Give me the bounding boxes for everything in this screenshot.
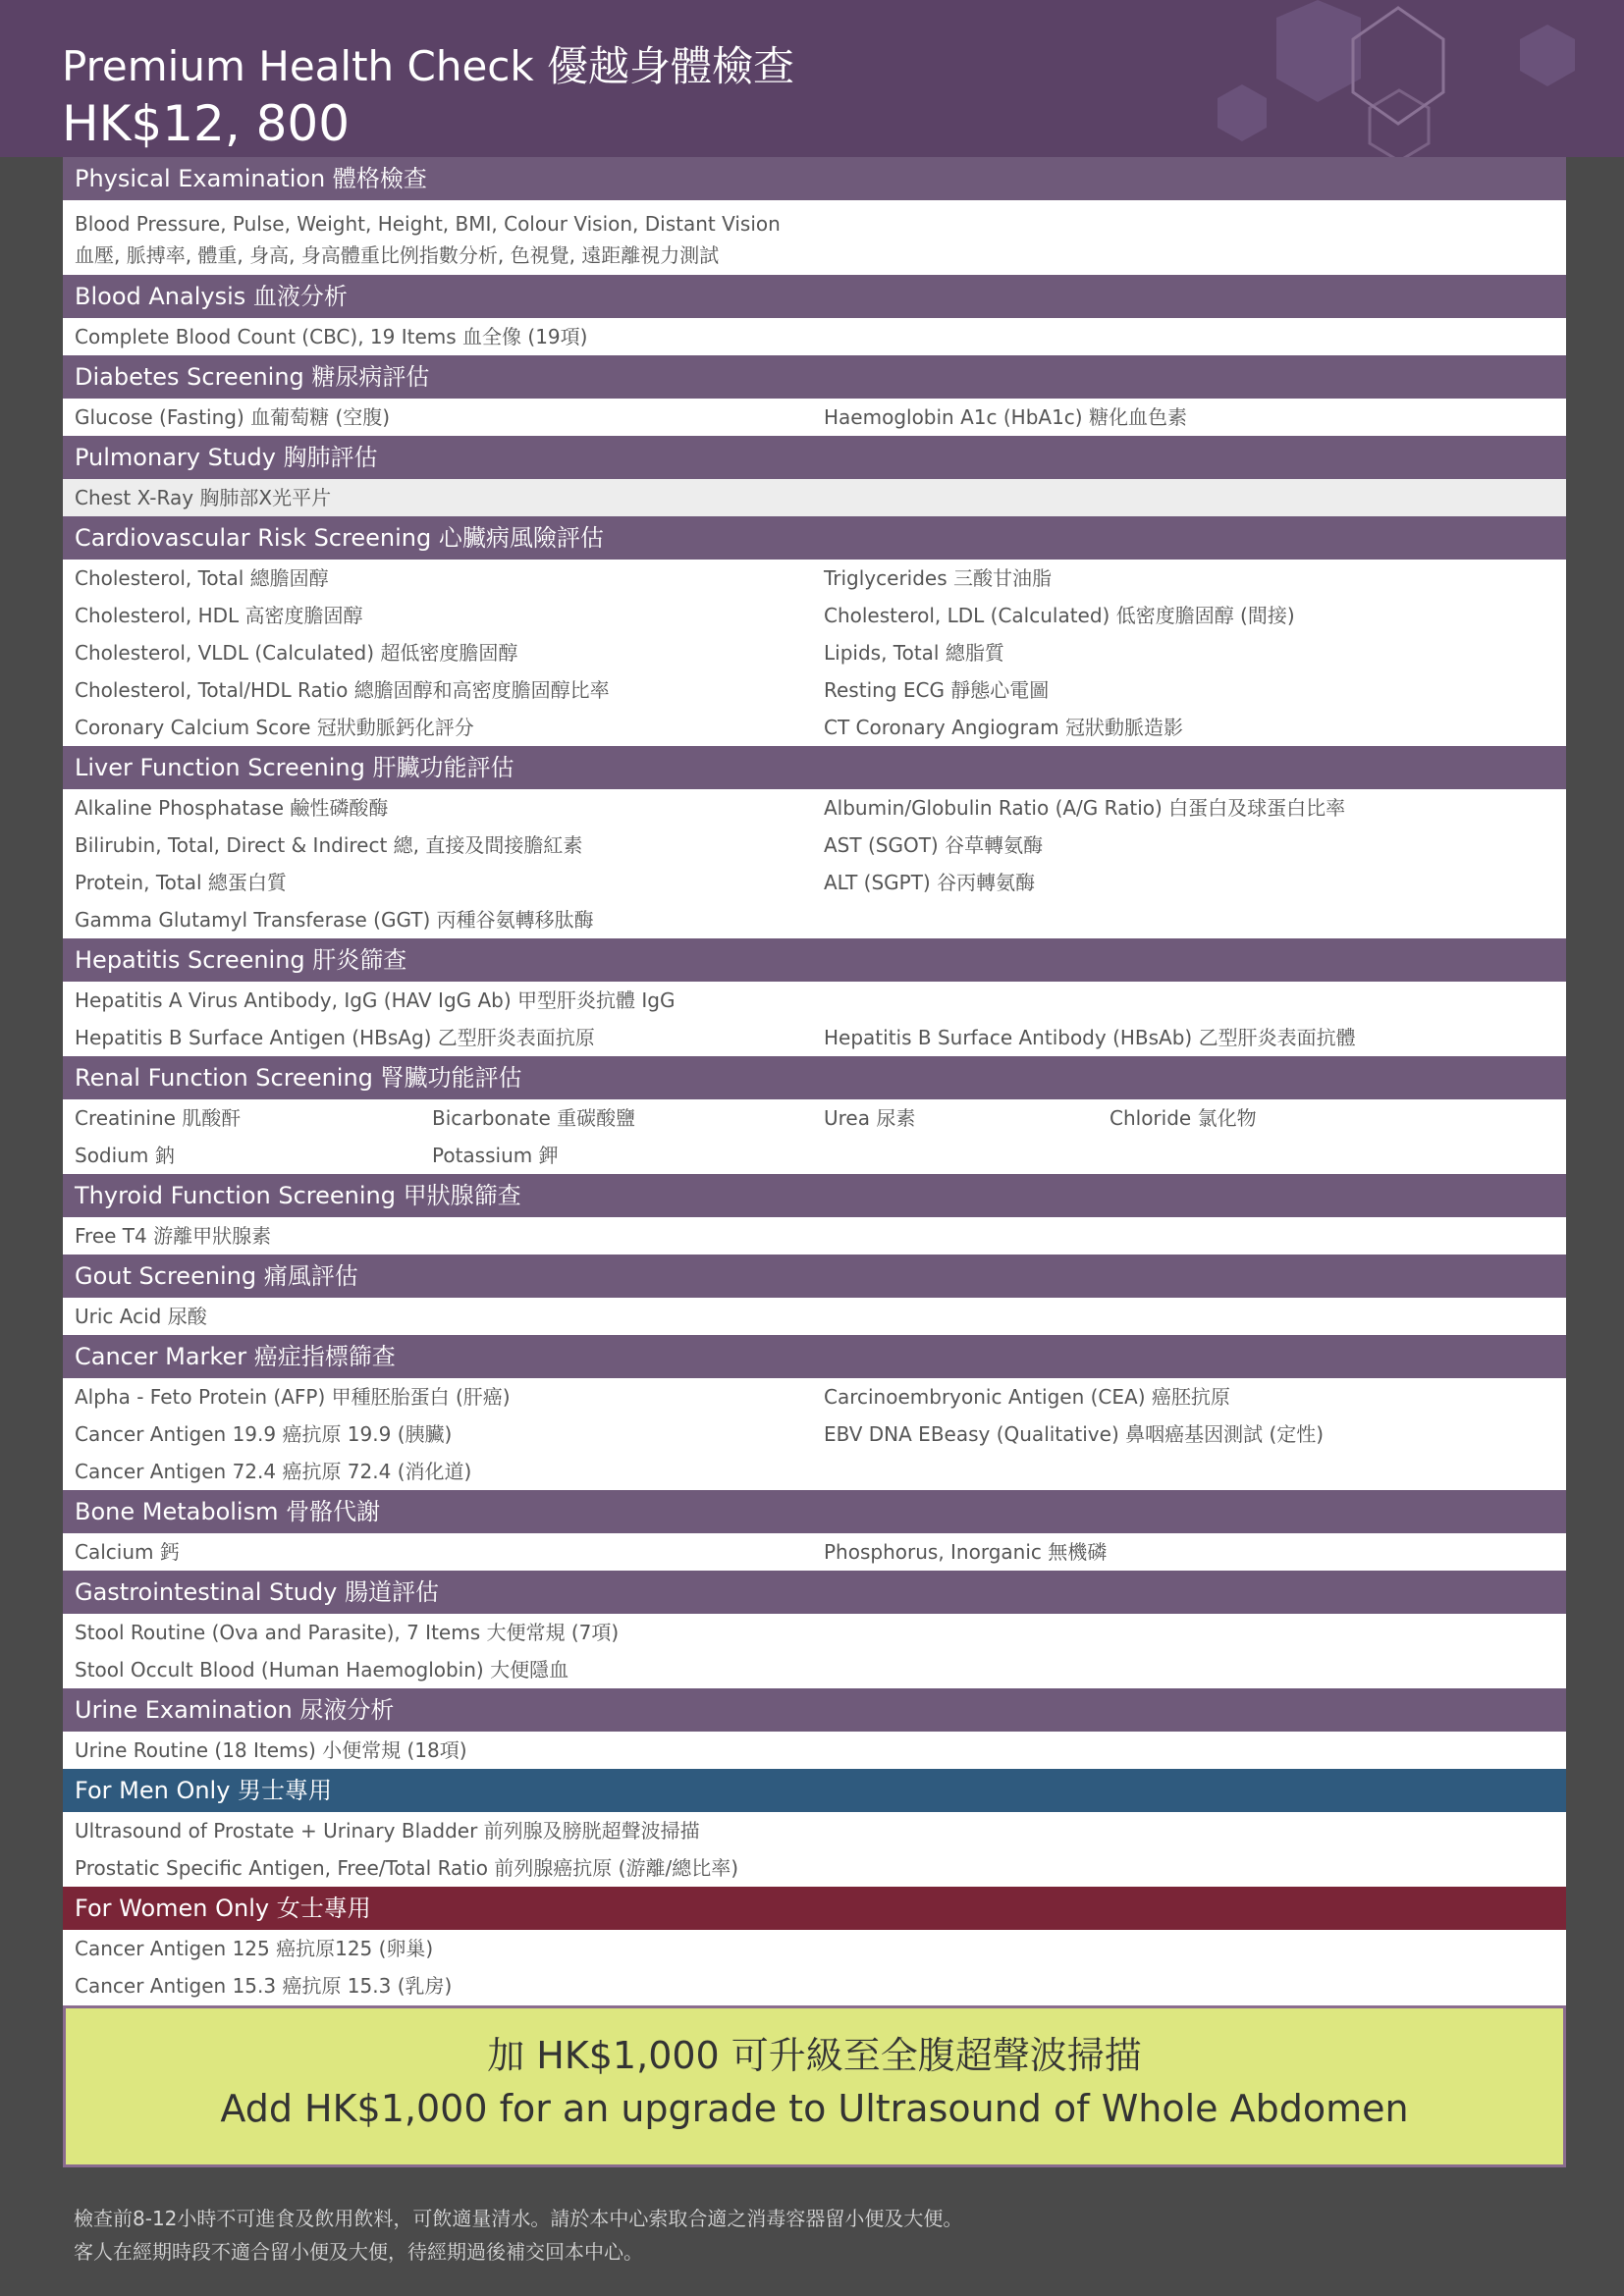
check-items-table <box>63 157 1566 2042</box>
item-text: Cholesterol, LDL (Calculated) 低密度膽固醇 (間接) <box>824 604 1295 627</box>
section-header: Renal Function Screening 腎臟功能評估 <box>63 1056 1566 1099</box>
table-row <box>63 827 1566 864</box>
item-text: Bilirubin, Total, Direct & Indirect 總, 直接及間接膽紅素 <box>75 833 583 857</box>
item-text: Haemoglobin A1c (HbA1c) 糖化血色素 <box>824 405 1187 429</box>
table-row <box>63 1651 1566 1688</box>
section-header: Liver Function Screening 肝臟功能評估 <box>63 746 1566 789</box>
section-header: For Men Only 男士專用 <box>63 1769 1566 1812</box>
section-header: Pulmonary Study 胸肺評估 <box>63 436 1566 479</box>
item-text: Hepatitis B Surface Antigen (HBsAg) 乙型肝炎表面抗原 <box>75 1026 595 1049</box>
table-row <box>63 982 1566 1019</box>
item-text: 血壓, 脈搏率, 體重, 身高, 身高體重比例指數分析, 色視覺, 遠距離視力測試 <box>75 243 720 267</box>
table-row <box>63 709 1566 746</box>
table-row <box>63 1217 1566 1255</box>
section-body <box>63 1378 1566 1490</box>
section-header: Cancer Marker 癌症指標篩查 <box>63 1335 1566 1378</box>
item-text: Creatinine 肌酸酐 <box>75 1106 242 1130</box>
table-row <box>63 1298 1566 1335</box>
table-row <box>63 789 1566 827</box>
table-row <box>63 1732 1566 1769</box>
section-body <box>63 1298 1566 1335</box>
table-row <box>63 1099 1566 1137</box>
package-price: HK$12, 800 <box>62 95 351 152</box>
item-text: Prostatic Specific Antigen, Free/Total Ratio 前列腺癌抗原 (游離/總比率) <box>75 1856 738 1880</box>
item-text: Triglycerides 三酸甘油脂 <box>824 566 1053 590</box>
section-body <box>63 1812 1566 1887</box>
item-text: Chloride 氯化物 <box>1110 1106 1257 1130</box>
item-text: Cancer Antigen 19.9 癌抗原 19.9 (胰臟) <box>75 1422 453 1446</box>
item-text: Hepatitis B Surface Antibody (HBsAb) 乙型肝炎表面抗體 <box>824 1026 1356 1049</box>
section-header: Urine Examination 尿液分析 <box>63 1688 1566 1732</box>
item-text: Urine Routine (18 Items) 小便常規 (18項) <box>75 1738 467 1762</box>
item-text: Alkaline Phosphatase 鹼性磷酸酶 <box>75 796 389 820</box>
item-text: Hepatitis A Virus Antibody, IgG (HAV IgG Ab) 甲型肝炎抗體 IgG <box>75 988 676 1012</box>
item-text: Cholesterol, HDL 高密度膽固醇 <box>75 604 363 627</box>
item-text: Stool Occult Blood (Human Haemoglobin) 大便隱血 <box>75 1658 569 1682</box>
table-row <box>63 1930 1566 1967</box>
table-row <box>63 399 1566 436</box>
section-header: Diabetes Screening 糖尿病評估 <box>63 355 1566 399</box>
section-body <box>63 479 1566 516</box>
item-text: Blood Pressure, Pulse, Weight, Height, BMI, Colour Vision, Distant Vision <box>75 212 781 236</box>
item-text: CT Coronary Angiogram 冠狀動脈造影 <box>824 716 1183 739</box>
item-text: Sodium 鈉 <box>75 1144 175 1167</box>
upgrade-text-en: Add HK$1,000 for an upgrade to Ultrasound of Whole Abdomen <box>220 2087 1409 2130</box>
section-body <box>63 318 1566 355</box>
item-text: Cholesterol, VLDL (Calculated) 超低密度膽固醇 <box>75 641 518 665</box>
table-row <box>63 634 1566 671</box>
header-banner <box>0 0 1624 157</box>
item-text: Chest X-Ray 胸肺部X光平片 <box>75 486 332 509</box>
table-row <box>63 1019 1566 1056</box>
table-row <box>63 479 1566 516</box>
table-row <box>63 1812 1566 1849</box>
section-header: For Women Only 女士專用 <box>63 1887 1566 1930</box>
upgrade-text-zh: 加 HK$1,000 可升級至全腹超聲波掃描 <box>487 2034 1142 2077</box>
item-text: Cholesterol, Total 總膽固醇 <box>75 566 329 590</box>
table-row <box>63 1378 1566 1415</box>
item-text: Glucose (Fasting) 血葡萄糖 (空腹) <box>75 405 391 429</box>
section-header: Gastrointestinal Study 腸道評估 <box>63 1571 1566 1614</box>
hexagon-decoration-icon <box>1208 0 1624 157</box>
item-text: Free T4 游離甲狀腺素 <box>75 1224 272 1248</box>
item-text: Bicarbonate 重碳酸鹽 <box>432 1106 636 1130</box>
item-text: Gamma Glutamyl Transferase (GGT) 丙種谷氨轉移肽酶 <box>75 908 594 932</box>
section-body <box>63 1732 1566 1769</box>
table-row <box>63 671 1566 709</box>
item-text: Urea 尿素 <box>824 1106 916 1130</box>
table-row <box>63 597 1566 634</box>
page-title: Premium Health Check 優越身體檢查 <box>62 42 795 90</box>
notes <box>74 2202 962 2269</box>
item-text: Cancer Antigen 125 癌抗原125 (卵巢) <box>75 1937 434 1960</box>
item-text: Alpha - Feto Protein (AFP) 甲種胚胎蛋白 (肝癌) <box>75 1385 511 1409</box>
section-body <box>63 200 1566 275</box>
item-text: Protein, Total 總蛋白質 <box>75 871 287 894</box>
table-row <box>63 318 1566 355</box>
item-text: Uric Acid 尿酸 <box>75 1305 207 1328</box>
item-text: Resting ECG 靜態心電圖 <box>824 678 1050 702</box>
item-text: Calcium 鈣 <box>75 1540 180 1564</box>
table-row <box>63 864 1566 901</box>
multi-line-item <box>75 208 781 271</box>
section-header: Thyroid Function Screening 甲狀腺篩查 <box>63 1174 1566 1217</box>
item-text: Cancer Antigen 72.4 癌抗原 72.4 (消化道) <box>75 1460 472 1483</box>
upgrade-banner <box>63 2005 1566 2167</box>
item-text: ALT (SGPT) 谷丙轉氨酶 <box>824 871 1036 894</box>
section-header: Bone Metabolism 骨骼代謝 <box>63 1490 1566 1533</box>
item-text: Cancer Antigen 15.3 癌抗原 15.3 (乳房) <box>75 1974 453 1998</box>
item-text: Cholesterol, Total/HDL Ratio 總膽固醇和高密度膽固醇比率 <box>75 678 610 702</box>
item-text: Albumin/Globulin Ratio (A/G Ratio) 白蛋白及球蛋白比率 <box>824 796 1346 820</box>
table-row <box>63 200 1566 275</box>
section-body <box>63 399 1566 436</box>
section-body <box>63 560 1566 746</box>
table-row <box>63 1137 1566 1174</box>
section-header: Hepatitis Screening 肝炎篩查 <box>63 938 1566 982</box>
item-text: Carcinoembryonic Antigen (CEA) 癌胚抗原 <box>824 1385 1230 1409</box>
section-body <box>63 1217 1566 1255</box>
section-body <box>63 982 1566 1056</box>
table-row <box>63 1849 1566 1887</box>
item-text: Complete Blood Count (CBC), 19 Items 血全像 (19項) <box>75 325 588 348</box>
table-row <box>63 1614 1566 1651</box>
section-header: Gout Screening 痛風評估 <box>63 1255 1566 1298</box>
item-text: Ultrasound of Prostate + Urinary Bladder 前列腺及膀胱超聲波掃描 <box>75 1819 700 1842</box>
item-text: AST (SGOT) 谷草轉氨酶 <box>824 833 1044 857</box>
item-text: Potassium 鉀 <box>432 1144 559 1167</box>
section-header: Blood Analysis 血液分析 <box>63 275 1566 318</box>
section-header: Physical Examination 體格檢查 <box>63 157 1566 200</box>
table-row <box>63 1453 1566 1490</box>
section-body <box>63 1614 1566 1688</box>
table-row <box>63 1967 1566 2004</box>
table-row <box>63 901 1566 938</box>
section-body <box>63 789 1566 938</box>
item-text: EBV DNA EBeasy (Qualitative) 鼻咽癌基因測試 (定性) <box>824 1422 1325 1446</box>
section-body <box>63 1533 1566 1571</box>
note-line: 客人在經期時段不適合留小便及大便，待經期過後補交回本中心。 <box>74 2240 643 2264</box>
section-body <box>63 1099 1566 1174</box>
table-row <box>63 1533 1566 1571</box>
note-line: 檢查前8-12小時不可進食及飲用飲料，可飲適量清水。請於本中心索取合適之消毒容器留小便及大便。 <box>74 2207 963 2230</box>
item-text: Coronary Calcium Score 冠狀動脈鈣化評分 <box>75 716 474 739</box>
section-header: Cardiovascular Risk Screening 心臟病風險評估 <box>63 516 1566 560</box>
item-text: Lipids, Total 總脂質 <box>824 641 1004 665</box>
table-row <box>63 1415 1566 1453</box>
item-text: Stool Routine (Ova and Parasite), 7 Items 大便常規 (7項) <box>75 1621 620 1644</box>
item-text: Phosphorus, Inorganic 無機磷 <box>824 1540 1108 1564</box>
table-row <box>63 560 1566 597</box>
